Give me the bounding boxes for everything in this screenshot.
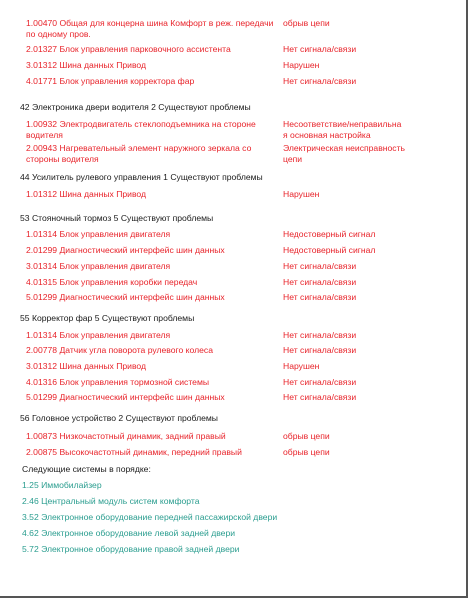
fault-status: Нет сигнала/связи	[283, 330, 357, 340]
section-heading: 56 Головное устройство 2 Существуют проблемы	[20, 413, 218, 423]
fault-row	[0, 245, 423, 256]
fault-code: 1.00873 Низкочастотный динамик, задний правый	[26, 431, 226, 441]
section-heading: 44 Усилитель рулевого управления 1 Существуют проблемы	[20, 172, 263, 182]
ok-system-item: 4.62 Электронное оборудование левой задней двери	[22, 528, 236, 538]
fault-status: обрыв цепи	[283, 447, 330, 457]
fault-status: Нет сигнала/связи	[283, 377, 357, 387]
fault-status: обрыв цепи	[283, 18, 330, 28]
ok-systems-heading: Следующие системы в порядке:	[22, 464, 151, 474]
fault-row	[0, 377, 423, 388]
fault-row	[0, 60, 423, 71]
fault-code: 1.01314 Блок управления двигателя	[26, 229, 171, 239]
ok-system-item: 3.52 Электронное оборудование передней пассажирской двери	[22, 512, 278, 522]
fault-row	[0, 361, 423, 372]
fault-status: Нет сигнала/связи	[283, 76, 357, 86]
fault-code: 2.01299 Диагностический интерфейс шин данных	[26, 245, 225, 255]
fault-code: 1.01312 Шина данных Привод	[26, 189, 147, 199]
fault-status: Несоответствие/неправильна я основная настройка	[283, 119, 402, 140]
fault-status: Нет сигнала/связи	[283, 261, 357, 271]
ok-system-item: 2.46 Центральный модуль систем комфорта	[22, 496, 200, 506]
fault-row	[0, 431, 423, 442]
fault-code: 1.01314 Блок управления двигателя	[26, 330, 171, 340]
fault-status: Нет сигнала/связи	[283, 277, 357, 287]
fault-row	[0, 119, 423, 141]
fault-status: Нарушен	[283, 189, 320, 199]
fault-row	[0, 345, 423, 356]
fault-row	[0, 261, 423, 272]
fault-code: 2.00778 Датчик угла поворота рулевого колеса	[26, 345, 213, 355]
fault-code: 2.01327 Блок управления парковочного ассистента	[26, 44, 231, 54]
fault-status: Недостоверный сигнал	[283, 245, 376, 255]
section-heading: 55 Корректор фар 5 Существуют проблемы	[20, 313, 195, 323]
fault-row	[0, 447, 423, 458]
section-heading: 53 Стояночный тормоз 5 Существуют проблемы	[20, 213, 214, 223]
fault-status: Нарушен	[283, 60, 320, 70]
fault-row	[0, 292, 423, 303]
fault-row	[0, 189, 423, 200]
fault-row	[0, 229, 423, 240]
fault-status: Электрическая неисправность цепи	[283, 143, 406, 164]
fault-code: 4.01316 Блок управления тормозной системы	[26, 377, 210, 387]
fault-row	[0, 76, 423, 87]
fault-code: 2.00943 Нагревательный элемент наружного зеркала со стороны водителя	[26, 143, 252, 164]
section-heading: 42 Электроника двери водителя 2 Существуют проблемы	[20, 102, 251, 112]
ok-system-item: 5.72 Электронное оборудование правой задней двери	[22, 544, 240, 554]
fault-row	[0, 277, 423, 288]
fault-status: Недостоверный сигнал	[283, 229, 376, 239]
fault-code: 1.00470 Общая для концерна шина Комфорт в реж. передачи по одному пров.	[26, 18, 274, 39]
fault-code: 5.01299 Диагностический интерфейс шин данных	[26, 392, 225, 402]
fault-status: Нарушен	[283, 361, 320, 371]
fault-status: Нет сигнала/связи	[283, 392, 357, 402]
fault-row	[0, 392, 423, 403]
fault-status: Нет сигнала/связи	[283, 44, 357, 54]
fault-code: 1.00932 Электродвигатель стеклоподъемника на стороне водителя	[26, 119, 256, 140]
fault-code: 2.00875 Высокочастотный динамик, передний правый	[26, 447, 242, 457]
fault-code: 3.01312 Шина данных Привод	[26, 361, 147, 371]
fault-code: 5.01299 Диагностический интерфейс шин данных	[26, 292, 225, 302]
fault-code: 4.01771 Блок управления корректора фар	[26, 76, 195, 86]
fault-code: 3.01312 Шина данных Привод	[26, 60, 147, 70]
fault-code: 4.01315 Блок управления коробки передач	[26, 277, 198, 287]
fault-status: Нет сигнала/связи	[283, 345, 357, 355]
fault-status: Нет сигнала/связи	[283, 292, 357, 302]
fault-row	[0, 44, 423, 55]
fault-row	[0, 143, 423, 165]
fault-row	[0, 330, 423, 341]
fault-row	[0, 18, 423, 40]
ok-system-item: 1.25 Иммобилайзер	[22, 480, 102, 490]
fault-code: 3.01314 Блок управления двигателя	[26, 261, 171, 271]
fault-status: обрыв цепи	[283, 431, 330, 441]
